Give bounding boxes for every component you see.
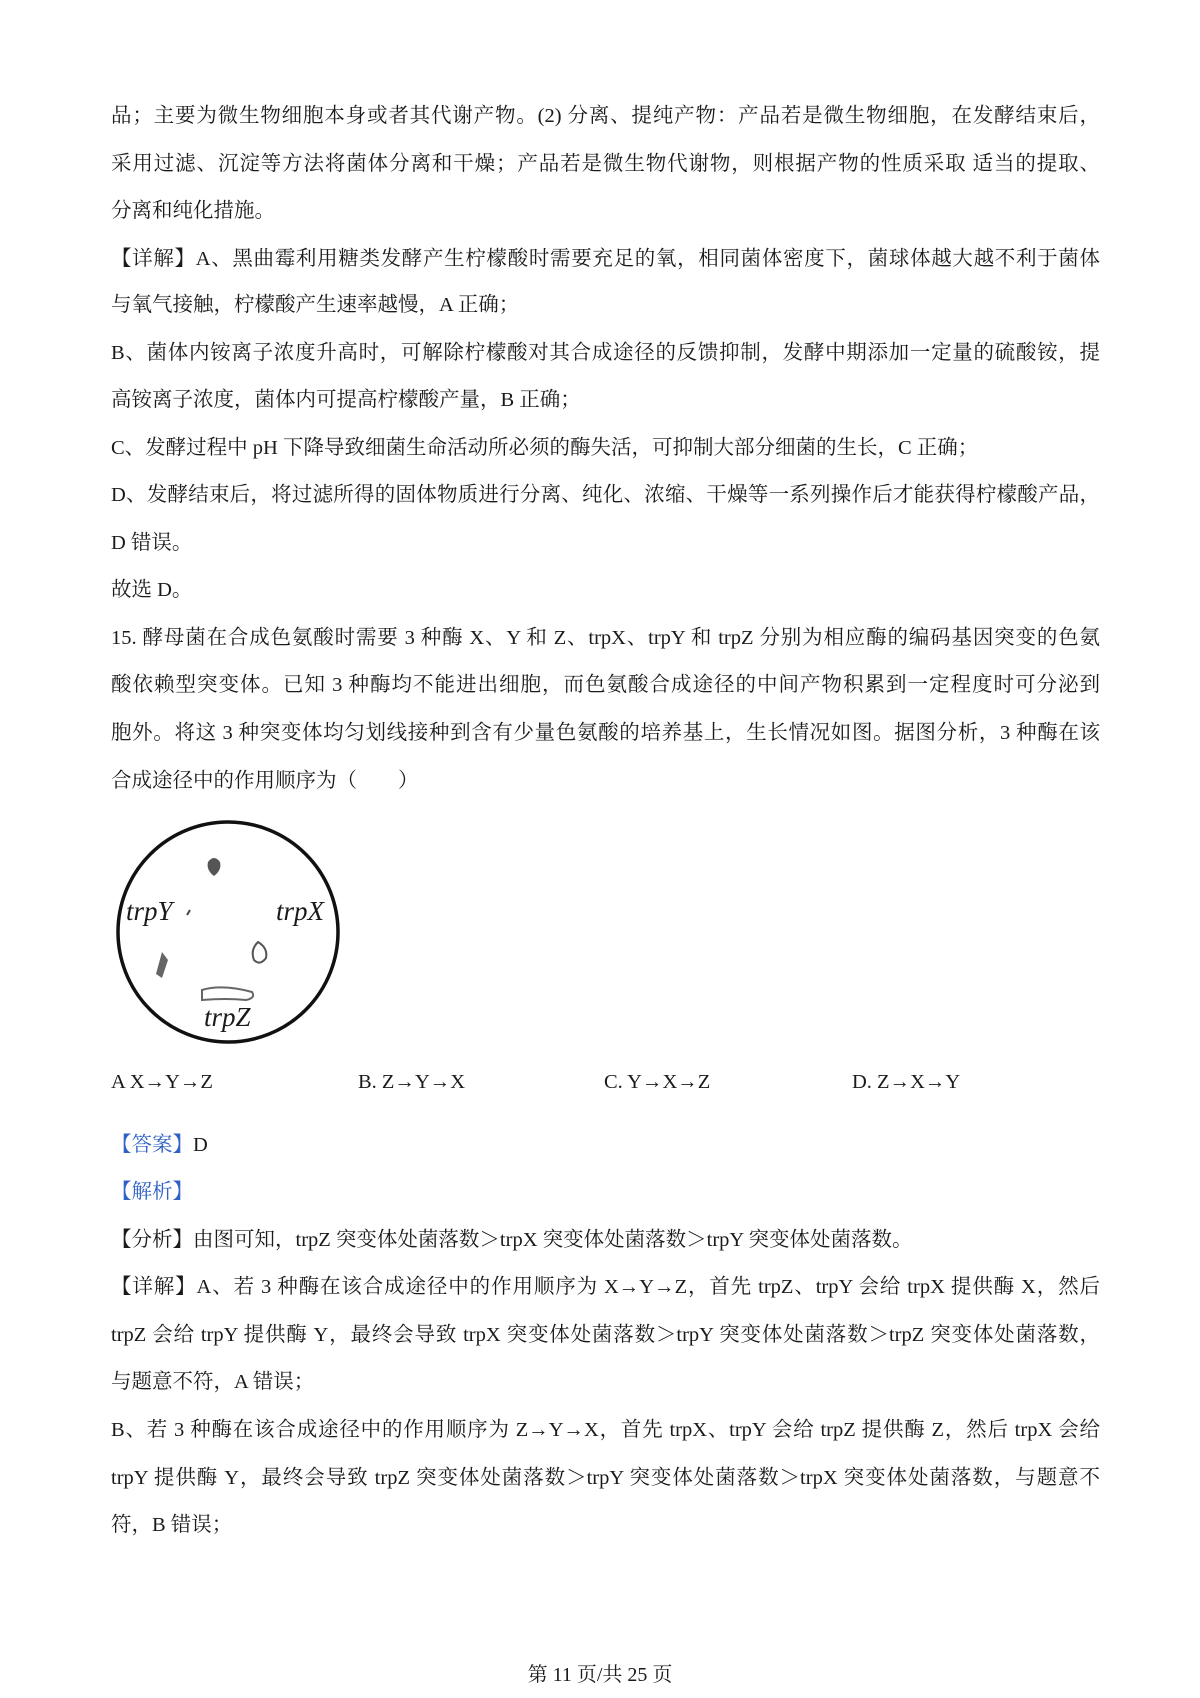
- answer-value: D: [193, 1134, 208, 1156]
- text-line: B、菌体内铵离子浓度升高时，可解除柠檬酸对其合成途径的反馈抑制，发酵中期添加一定量的硫酸铵，提: [111, 342, 1100, 364]
- text-line: B、若 3 种酶在该合成途径中的作用顺序为 Z→Y→X，首先 trpX、trpY 会给 trpZ 提供酶 Z，然后 trpX 会给: [111, 1419, 1100, 1441]
- text-line: 【详解】A、若 3 种酶在该合成途径中的作用顺序为 X→Y→Z，首先 trpZ、trpY 会给 trpX 提供酶 X，然后: [111, 1276, 1100, 1298]
- option-c: C. Y→X→Z: [604, 1071, 711, 1093]
- text-line: trpZ 会给 trpY 提供酶 Y，最终会导致 trpX 突变体处菌落数＞trpY 突变体处菌落数＞trpZ 突变体处菌落数，: [111, 1324, 1100, 1346]
- text-line: 高铵离子浓度，菌体内可提高柠檬酸产量，B 正确；: [111, 389, 581, 411]
- text-line: 与氧气接触，柠檬酸产生速率越慢，A 正确；: [111, 294, 520, 316]
- text-line: 【详解】A、黑曲霉利用糖类发酵产生柠檬酸时需要充足的氧，相同菌体密度下，菌球体越大越不利于菌体: [111, 248, 1100, 270]
- trpX-label: trpX: [276, 896, 325, 926]
- question-text: 合成途径中的作用顺序为（ ）: [111, 770, 419, 792]
- text-line: 【分析】由图可知，trpZ 突变体处菌落数＞trpX 突变体处菌落数＞trpY 突变体处菌落数。: [111, 1229, 913, 1251]
- question-text: 胞外。将这 3 种突变体均匀划线接种到含有少量色氨酸的培养基上，生长情况如图。据图分析，3 种酶在该: [111, 722, 1100, 744]
- option-a: A X→Y→Z: [111, 1071, 213, 1093]
- option-d: D. Z→X→Y: [852, 1071, 961, 1093]
- analysis-label: 【解析】: [111, 1181, 193, 1203]
- trpY-label: trpY: [126, 896, 173, 926]
- answer-label: 【答案】: [111, 1134, 193, 1156]
- answer-line: [111, 1132, 1100, 1158]
- text-line: 品；主要为微生物细胞本身或者其代谢产物。(2) 分离、提纯产物：产品若是微生物细胞，在发酵结束后，: [111, 105, 1100, 127]
- text-line: 与题意不符，A 错误；: [111, 1371, 315, 1393]
- text-line: 故选 D。: [111, 579, 193, 601]
- text-line: D、发酵结束后，将过滤所得的固体物质进行分离、纯化、浓缩、干燥等一系列操作后才能获得柠檬酸产品，: [111, 484, 1100, 506]
- page-number: 第 11 页/共 25 页: [527, 1664, 673, 1686]
- text-line: 符，B 错误；: [111, 1514, 233, 1536]
- text-line: 采用过滤、沉淀等方法将菌体分离和干燥；产品若是微生物代谢物，则根据产物的性质采取 适当的提取、: [111, 153, 1100, 175]
- trpZ-label: trpZ: [204, 1002, 251, 1032]
- option-b: B. Z→Y→X: [358, 1071, 466, 1093]
- text-line: D 错误。: [111, 532, 193, 554]
- question-text: 酸依赖型突变体。已知 3 种酶均不能进出细胞，而色氨酸合成途径的中间产物积累到一定程度时可分泌到: [111, 674, 1100, 696]
- text-line: trpY 提供酶 Y，最终会导致 trpZ 突变体处菌落数＞trpY 突变体处菌落数＞trpX 突变体处菌落数，与题意不: [111, 1467, 1100, 1489]
- text-line: 分离和纯化措施。: [111, 200, 275, 222]
- text-line: C、发酵过程中 pH 下降导致细菌生命活动所必须的酶失活，可抑制大部分细菌的生长，C 正确；: [111, 437, 979, 459]
- petri-dish-figure: [110, 812, 350, 1052]
- question-text: 15. 酵母菌在合成色氨酸时需要 3 种酶 X、Y 和 Z、trpX、trpY 和 trpZ 分别为相应酶的编码基因突变的色氨: [111, 627, 1100, 649]
